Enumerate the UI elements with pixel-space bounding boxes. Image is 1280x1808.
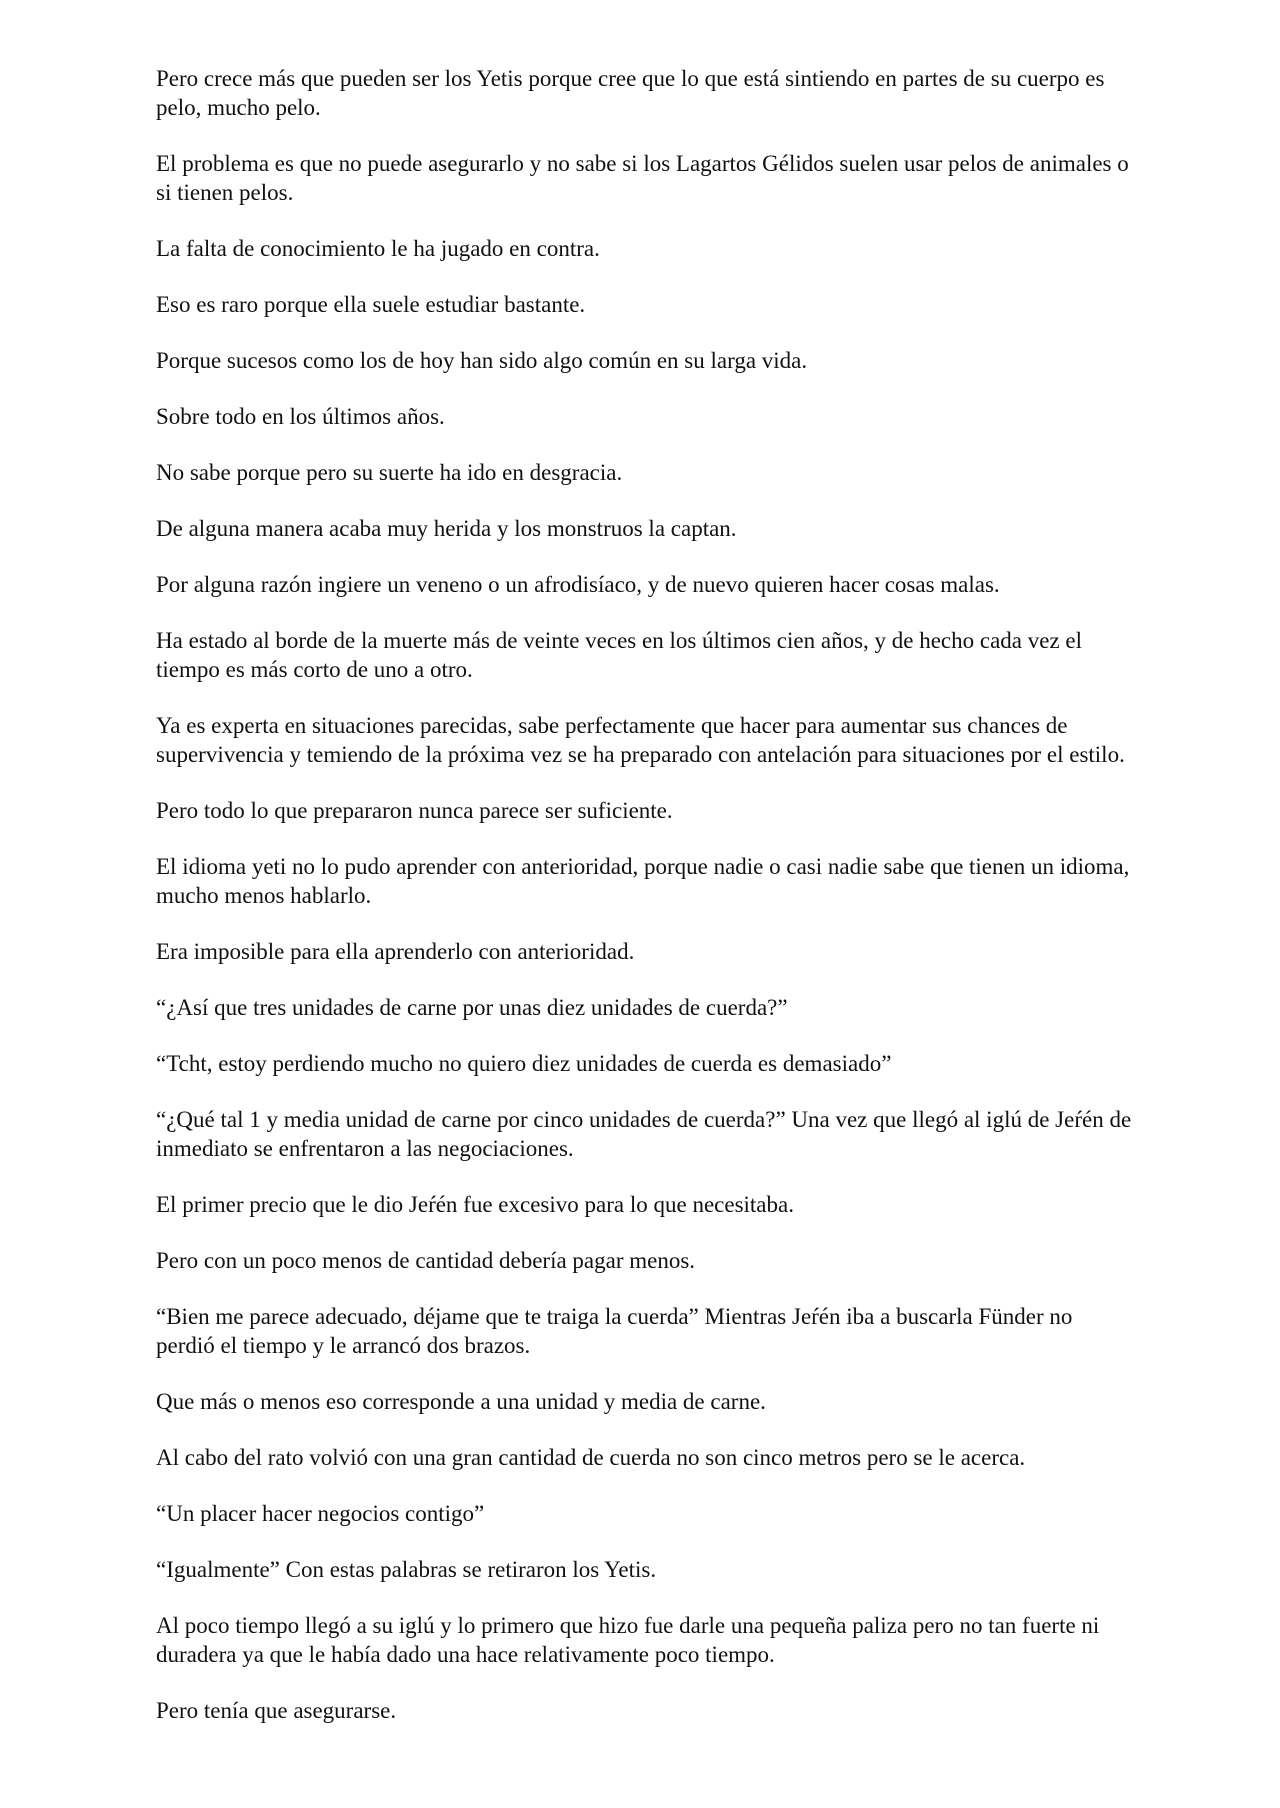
paragraph: Pero con un poco menos de cantidad debería pagar menos. bbox=[156, 1248, 696, 1273]
paragraph: Al poco tiempo llegó a su iglú y lo primero que hizo fue darle una pequeña paliza pero no tan fuerte ni duradera ya que le había dado una hace relativamente poco tiempo. bbox=[156, 1613, 1100, 1667]
paragraph: Ha estado al borde de la muerte más de veinte veces en los últimos cien años, y de hecho cada vez el tiempo es más corto de uno a otro. bbox=[156, 628, 1083, 682]
paragraph: El primer precio que le dio Jeŕén fue excesivo para lo que necesitaba. bbox=[156, 1192, 794, 1217]
paragraph: “¿Así que tres unidades de carne por unas diez unidades de cuerda?” bbox=[156, 995, 788, 1020]
paragraph: El idioma yeti no lo pudo aprender con anterioridad, porque nadie o casi nadie sabe que tienen un idioma, mucho menos hablarlo. bbox=[156, 854, 1130, 908]
paragraph: Eso es raro porque ella suele estudiar bastante. bbox=[156, 292, 586, 317]
paragraph: El problema es que no puede asegurarlo y no sabe si los Lagartos Gélidos suelen usar pelos de animales o si tienen pelos. bbox=[156, 151, 1129, 205]
document-page bbox=[156, 64, 1136, 1752]
paragraph: Al cabo del rato volvió con una gran cantidad de cuerda no son cinco metros pero se le acerca. bbox=[156, 1445, 1026, 1470]
paragraph: No sabe porque pero su suerte ha ido en desgracia. bbox=[156, 460, 623, 485]
paragraph: “Bien me parece adecuado, déjame que te traiga la cuerda” Mientras Jeŕén iba a buscarla Fünder no perdió el tiempo y le arrancó dos brazos. bbox=[156, 1304, 1073, 1358]
paragraph: Porque sucesos como los de hoy han sido algo común en su larga vida. bbox=[156, 348, 808, 373]
paragraph: “Igualmente” Con estas palabras se retiraron los Yetis. bbox=[156, 1557, 657, 1582]
paragraph: Por alguna razón ingiere un veneno o un afrodisíaco, y de nuevo quieren hacer cosas malas. bbox=[156, 572, 1000, 597]
paragraph: “¿Qué tal 1 y media unidad de carne por cinco unidades de cuerda?” Una vez que llegó al iglú de Jeŕén de inmediato se enfrentaron a las negociaciones. bbox=[156, 1107, 1132, 1161]
paragraph: La falta de conocimiento le ha jugado en contra. bbox=[156, 236, 600, 261]
paragraph: Pero tenía que asegurarse. bbox=[156, 1698, 397, 1723]
paragraph: “Un placer hacer negocios contigo” bbox=[156, 1501, 485, 1526]
paragraph: “Tcht, estoy perdiendo mucho no quiero diez unidades de cuerda es demasiado” bbox=[156, 1051, 892, 1076]
paragraph: Que más o menos eso corresponde a una unidad y media de carne. bbox=[156, 1389, 766, 1414]
paragraph: De alguna manera acaba muy herida y los monstruos la captan. bbox=[156, 516, 737, 541]
paragraph: Sobre todo en los últimos años. bbox=[156, 404, 445, 429]
paragraph: Pero todo lo que prepararon nunca parece ser suficiente. bbox=[156, 798, 673, 823]
paragraph: Ya es experta en situaciones parecidas, sabe perfectamente que hacer para aumentar sus chances de supervivencia y temiendo de la próxima vez se ha preparado con antelación para situaciones por el estilo. bbox=[156, 713, 1125, 767]
paragraph: Pero crece más que pueden ser los Yetis porque cree que lo que está sintiendo en partes de su cuerpo es pelo, mucho pelo. bbox=[156, 66, 1105, 120]
paragraph: Era imposible para ella aprenderlo con anterioridad. bbox=[156, 939, 635, 964]
